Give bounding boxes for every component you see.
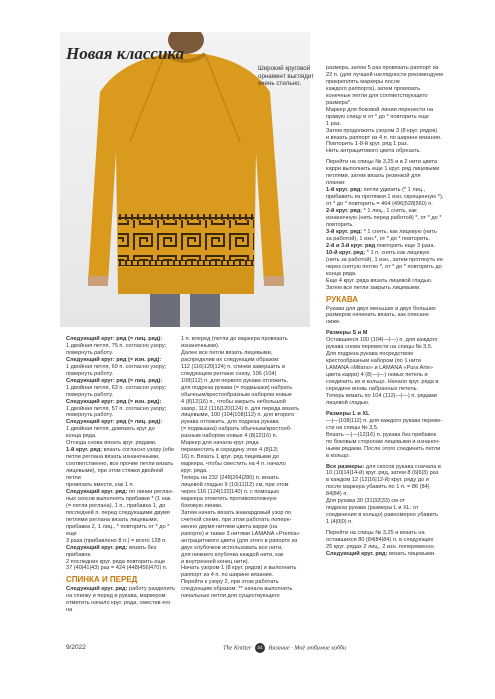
text-line: боковую линию. xyxy=(181,502,223,509)
text-line: размера, затем 5 раз провязать раппорт из xyxy=(326,65,439,71)
text-line: круг. ряда. xyxy=(181,468,208,475)
text-line: Затем начать вязать жаккардовый узор по xyxy=(181,509,292,516)
text-line: Следующий круг. ряд: работу разделить xyxy=(66,586,176,593)
text-line: изнаночную (нить перед работой) *, от * до * xyxy=(326,215,442,222)
text-line: ниже. xyxy=(326,319,341,326)
text-line: рапорте) и также 3 нитями LAMANA «Premia» xyxy=(181,530,300,537)
text-column-2 xyxy=(181,336,321,600)
text-line: разным набором новые 4 (8|12|16) п. xyxy=(181,433,278,440)
text-line: изнаночными). xyxy=(181,342,220,349)
text-line: распределив их следующим образом: xyxy=(181,356,280,363)
text-line: петлями реглана вязать лицевыми, xyxy=(66,516,159,523)
text-line: 1 двойная петля, довязать круг до xyxy=(66,426,155,433)
text-line: 1 п. вперед (петли до маркера провязать xyxy=(181,336,288,342)
section-heading-back-front: СПИНКА И ПЕРЕД xyxy=(66,575,138,585)
text-column-3 xyxy=(326,65,451,558)
text-line: 1 раз. xyxy=(326,120,341,127)
text-line: 2 последних круг. ряда повторить еще xyxy=(66,558,166,565)
text-line: следующем реглане снизу, 106 (104| xyxy=(181,370,277,377)
text-line: в кольцо. xyxy=(326,452,351,459)
text-line: провязать вместе, как 1 п. xyxy=(66,482,135,489)
text-line: петлями, затем вязать резинкой для xyxy=(326,173,421,180)
text-line: Следующий круг: ряд (= лиц. ряд): xyxy=(66,419,163,426)
text-line: маркера, чтобы сместить на 4 п. начало xyxy=(181,461,286,468)
text-line: оставшихся 80 (84|84|84) п. в следующих xyxy=(326,537,434,544)
text-line: прибавить из протяжки 1 изн. скрещенную *), xyxy=(326,194,444,201)
text-line: лицевыми, 100 (104|108|112) п. для второго xyxy=(181,412,295,419)
text-line: сти на спицы № 3,5. xyxy=(326,424,379,431)
text-line: Теперь вязать по 104 (112|—|—) п. рядами xyxy=(326,392,437,399)
text-line: счетной схеме, при этом работать попере- xyxy=(181,516,292,523)
text-line: Для рукава 30 (31|32|33) см от xyxy=(326,498,406,505)
text-line: Все размеры: для скосов рукава сначала в xyxy=(326,463,441,470)
text-line: повернуть работу. xyxy=(66,370,114,377)
text-line: Следующий круг. ряд: вязать без прибавок. xyxy=(66,544,157,558)
text-line: зазор, 112 (116|120|124) п. для переда вязать xyxy=(181,405,300,412)
text-line: после маркера убавить по 1 п. = 86 (84| xyxy=(326,484,430,491)
text-line: переместить в середину этих 4 (8|12| xyxy=(181,447,278,454)
issue-number: 9/2022 xyxy=(66,644,86,651)
text-line: менно двумя нитями цвета карри (на xyxy=(181,523,278,530)
text-line: следующим образом: ** начала выполнить xyxy=(181,586,293,593)
text-line: рукава снова перевести на спицы № 3,5. xyxy=(326,344,433,351)
text-line: Следующий круг. ряд: вязать лицевыми. xyxy=(326,550,436,557)
text-line: 4 (8|12|16) п., чтобы закрыть небольшой xyxy=(181,398,286,405)
text-line: 2-й круг. ряд: * 1 лиц., 1 снять, как xyxy=(326,208,417,215)
text-line: Следующий круг: ряд (= изн. ряд): xyxy=(66,356,162,363)
text-line: Затем все петли закрыть лицевыми. xyxy=(326,284,421,291)
text-line: (= подмышка) набрать обычным/крестооб- xyxy=(181,426,292,433)
text-line: конца ряда. xyxy=(66,433,97,440)
text-line: ных скосов выполнять прибавки * (1 нак. xyxy=(66,495,172,502)
text-line: каждого раппорта), затем провязать xyxy=(326,85,421,92)
column-2-lines xyxy=(181,336,321,600)
text-line: подреза рукава (размеры L и XL: от xyxy=(326,505,419,512)
text-line: 10-й круг. ряд: * 1 п. снять как лицевую xyxy=(326,249,430,256)
brand-tagline: Вязание · Моё любимое хобби xyxy=(268,644,347,652)
text-line: обычным/крестообразным набором новые xyxy=(181,391,292,398)
text-line: Вязать —|—|12|16) п. рукава без прибавок xyxy=(326,431,437,438)
text-line: LAMANA «Milano» и LAMANA «Pura Arte» xyxy=(326,365,433,372)
column-3-lines xyxy=(326,65,451,292)
text-line: Маркер для начала круг. ряда xyxy=(181,440,259,447)
text-line: петли реглана вязать изнаночными, xyxy=(66,454,160,461)
text-line: Отсюда снова вязать круг. рядами. xyxy=(66,440,157,447)
text-line: —|—|108|112) п. для каждого рукава переве- xyxy=(326,417,443,424)
photo-caption: Широкий круговой орнамент выглядит очень стильно. xyxy=(258,65,315,88)
text-line: 3-й круг. ряд: * 1 снять, как лицевую (нить xyxy=(326,228,437,235)
text-line: размера*. xyxy=(326,99,352,106)
text-line: 1 двойная петля, 69 п. согласно узору; xyxy=(66,363,167,370)
text-line: соответственно, все прочие петли вязать xyxy=(66,461,174,468)
text-line: ными рядами. После этого соединить петли xyxy=(326,445,441,452)
column-3-sleeve-lines xyxy=(326,306,451,558)
text-line: (нить за работой), 1 изн., затем протянуть ее xyxy=(326,256,443,263)
text-line: прикреплять маркеры после xyxy=(326,78,400,85)
text-line: правую спицу и от * до * повторить еще xyxy=(326,113,429,120)
text-line: соединения в кольцо) равномерно убавить xyxy=(326,512,439,519)
text-line: 1 двойная петля, 57 п. согласно узору; xyxy=(66,405,167,412)
text-line: Для подреза рукава посредством xyxy=(326,351,413,358)
text-line: 25 круг. рядах 2 лиц., 2 изн. попеременно. xyxy=(326,544,436,550)
text-line: планки: xyxy=(326,180,346,187)
text-line: через 116 (124|132|140) п. с помощью xyxy=(181,488,280,495)
text-line: раппорт из 4 п. по ширине вязания. xyxy=(181,572,274,579)
text-line: отметить начало круг. ряда, сместив его на xyxy=(66,600,171,614)
text-line: лицевой гладью. xyxy=(326,399,370,406)
text-line: 1-й круг. ряд: петли удвоить (* 1 лиц., xyxy=(326,187,426,194)
text-line: 10 (10|14|14-й) круг. ряд, затем 8 (6|6|3) раз xyxy=(326,470,439,477)
text-line: 1 двойная петля, 75 п. согласно узору; xyxy=(66,342,167,349)
text-line: начальные петли для существующего xyxy=(181,593,280,600)
text-line: Следующий круг: ряд (= изн. ряд): xyxy=(66,398,162,405)
text-line: (= петли реглана), 1 п., прибавка 1, до xyxy=(66,502,166,509)
text-line: для нижнего клубочка каждой нити, как xyxy=(181,551,284,558)
text-line: 112 (116|120|124) п. спинки завершить в xyxy=(181,363,285,370)
text-line: за работой), 1 изн.*, от * до * повторить. xyxy=(326,235,430,242)
text-line: размеров начинать вязать, как описано xyxy=(326,312,429,319)
text-line: соединить их в кольцо. Начало круг. ряда в xyxy=(326,379,439,386)
text-line: Оставшиеся 100 (104|—|—) п. для каждого xyxy=(326,337,438,344)
text-line: Начать узором 1 (8 круг. рядов) и выполнить xyxy=(181,565,297,572)
text-line: Размеры L и XL xyxy=(326,410,370,417)
text-line: от * до * повторить = 464 (496|528|560) п. xyxy=(326,201,433,208)
text-line: Перейти к узору 2, при этом работать xyxy=(181,579,279,586)
text-line: Далее все петли вязать лицевыми, xyxy=(181,349,273,356)
text-line: Следующий круг: ряд (= лиц. ряд): xyxy=(66,336,163,342)
text-line: лицевой гладью 9 (10|11|12) см, при этом xyxy=(181,482,289,489)
text-line: Размеры S и M xyxy=(326,330,368,337)
brand-name: The Knitter xyxy=(223,644,252,652)
text-line: Следующий круг. ряд: по линии реглан- xyxy=(66,488,174,495)
text-line: повернуть работу. xyxy=(66,349,114,356)
text-line: 1 (4|0|0) п. xyxy=(326,519,353,526)
text-line: 108|112) п. для первого рукава отложить, xyxy=(181,377,289,384)
text-line: по боковым сторонам лицевыми и изнаноч- xyxy=(326,438,440,445)
text-line: и внутренней конец нити). xyxy=(181,558,250,565)
text-line: середине вновь набранных петель. xyxy=(326,385,419,392)
text-line: маркера отметить противоположную xyxy=(181,495,277,502)
text-line: Затем продолжить узором 3 (8 круг. рядов) xyxy=(326,127,438,134)
page-number-badge: 44 xyxy=(255,643,265,653)
text-line: прибавка 2, 1 лиц., * повторить от * до * еще xyxy=(66,523,170,537)
text-line: Перейти на спицы № 3,25 и в 2 нити цвета xyxy=(326,159,438,166)
text-line: лицевыми), при этом стяжки двойной петли xyxy=(66,468,164,482)
text-line: последней п. перед следующими двумя xyxy=(66,509,170,516)
text-line: Следующий круг: ряд (= лиц. ряд): xyxy=(66,377,163,384)
text-line: 16) п. Вязать 1 круг. ряд лицевыми до xyxy=(181,454,279,461)
text-line: Рукава для двух меньших и двух больших xyxy=(326,305,436,312)
text-line: крестообразным набором (по 1 нити xyxy=(326,358,421,365)
footer-brand xyxy=(223,643,346,653)
text-line: двух клубочков использовать все нити, xyxy=(181,544,283,551)
article-title: Новая классика xyxy=(66,44,185,63)
text-column-1 xyxy=(66,336,176,614)
text-line: повторить. xyxy=(326,221,354,228)
text-line: Еще 4 круг. ряда вязать лицевой гладью. xyxy=(326,277,433,284)
text-line: Теперь на 232 (248|264|280) п. вязать xyxy=(181,475,279,482)
ornament-band-shape xyxy=(118,220,254,260)
text-line: Перейти на спицы № 3,25 и вязать на xyxy=(326,530,425,537)
column-1-section-lines xyxy=(66,586,176,614)
text-line: карри выполнить еще 1 круг. ряд лицевыми xyxy=(326,166,440,173)
text-line: 2-й и 3-й круг. ряд повторить еще 3 раза. xyxy=(326,242,436,249)
text-line: и вязать раппорт из 4 п. по ширине вязания. xyxy=(326,134,442,141)
text-line: конца ряда. xyxy=(326,270,357,277)
text-line: 1-й круг. ряд: вязать согласно узору (обе xyxy=(66,447,175,454)
text-line: повернуть работу. xyxy=(66,391,114,398)
text-line: Маркер для боковой линии перенести на xyxy=(326,106,434,113)
text-line: для подреза рукава (= подмышки) набрать xyxy=(181,384,293,391)
text-line: 1 двойная петля, 63 п. согласно узору; xyxy=(66,384,167,391)
section-heading-sleeves: РУКАВА xyxy=(326,294,359,304)
text-line: Нить антрацитового цвета обрезать. xyxy=(326,148,421,155)
text-line: 37 (40|41|43) раз = 424 (448|456|470) п. xyxy=(66,565,168,572)
text-line: повернуть работу. xyxy=(66,412,114,419)
text-line: 22 п. (для лучшей наглядности рекомендуем xyxy=(326,71,443,78)
text-line: на спинку и перед и рукава, маркером xyxy=(66,593,166,600)
column-1-lines xyxy=(66,336,176,572)
text-line: 3 раза (прибавлено 8 п.) = всего 128 п. xyxy=(66,537,167,544)
text-line: через снятую петлю *, от * до * повторить до xyxy=(326,263,442,270)
text-line: 84|84) п. xyxy=(326,491,348,498)
text-line: антрацитового цвета (для этого в рапорте из xyxy=(181,537,298,544)
text-line: в каждом 12 (12|16|12-й) круг. ряду до и xyxy=(326,477,429,484)
text-line: конечные петли для соответствующего xyxy=(326,92,428,99)
text-line: рукава отложить, для подреза рукава xyxy=(181,419,279,426)
text-line: цвета карри) 4 (8|—|—) новых петель и xyxy=(326,372,428,379)
text-line: Повторить 1-8-й круг. ряд 1 раз. xyxy=(326,141,409,148)
